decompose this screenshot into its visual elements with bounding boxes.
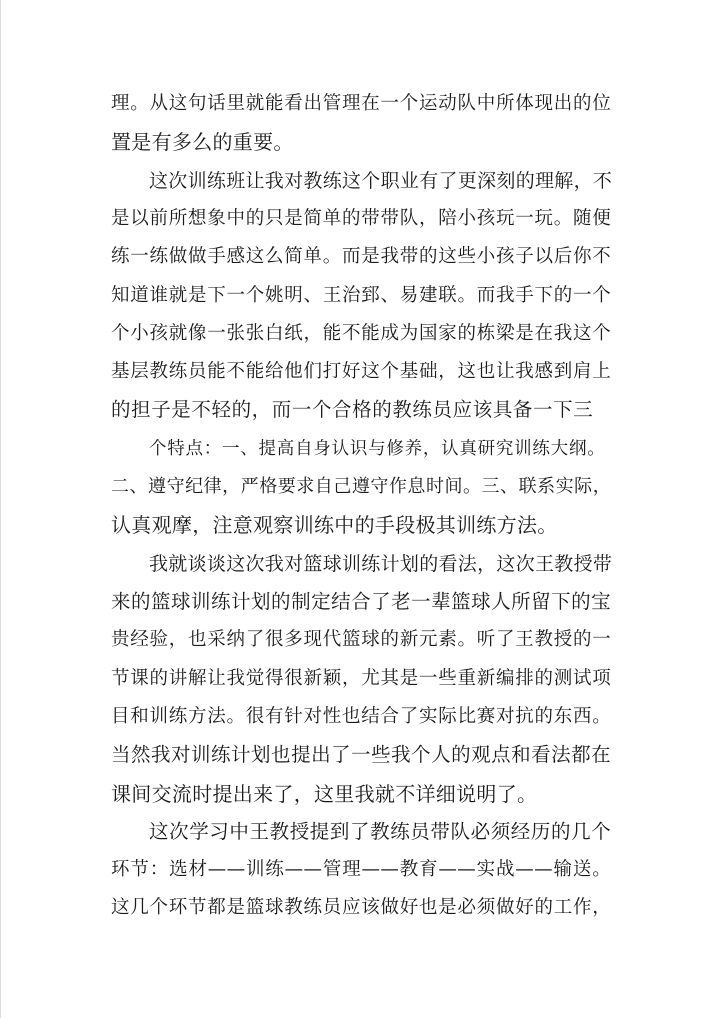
text-line-15: 贵经验，也采纳了很多现代篮球的新元素。听了王教授的一: [111, 629, 611, 650]
text-line-1: 理。从这句话里就能看出管理在一个运动队中所体现出的位: [111, 93, 611, 114]
text-line-3: 这次训练班让我对教练这个职业有了更深刻的理解，不: [149, 170, 613, 192]
text-line-18: 当然我对训练计划也提出了一些我个人的观点和看法都在: [111, 743, 611, 766]
text-line-16: 节课的讲解让我觉得很新颖，尤其是一些重新编排的测试项: [111, 668, 611, 689]
text-line-11: 二、遵守纪律，严格要求自己遵守作息时间。三、联系实际，: [111, 476, 611, 497]
text-line-13: 我就谈谈这次我对篮球训练计划的看法，这次王教授带: [149, 553, 613, 575]
text-line-7: 个小孩就像一张张白纸，能不能成为国家的栋梁是在我这个: [111, 323, 611, 344]
text-line-4: 是以前所想象中的只是简单的带带队，陪小孩玩一玩。随便: [111, 208, 611, 229]
text-line-6: 知道谁就是下一个姚明、王治郅、易建联。而我手下的一个: [111, 285, 611, 306]
text-line-2: 置是有多么的重要。: [111, 130, 294, 154]
text-line-19: 课间交流时提出来了，这里我就不详细说明了。: [111, 782, 538, 806]
text-line-5: 练一练做做手感这么简单。而是我带的这些小孩子以后你不: [111, 246, 611, 267]
text-line-21: 环节：选材——训练——管理——教育——实战——输送。: [111, 859, 611, 880]
text-line-9: 的担子是不轻的，而一个合格的教练员应该具备一下三: [111, 398, 593, 421]
text-line-17: 目和训练方法。很有针对性也结合了实际比赛对抗的东西。: [111, 706, 611, 727]
text-line-20: 这次学习中王教授提到了教练员带队必须经历的几个: [149, 820, 611, 843]
text-line-14: 来的篮球训练计划的制定结合了老一辈篮球人所留下的宝: [111, 590, 611, 613]
text-line-8: 基层教练员能不能给他们打好这个基础，这也让我感到肩上: [111, 361, 611, 382]
text-line-10: 个特点：一、提高自身认识与修养，认真研究训练大纲。: [149, 439, 605, 459]
text-line-12: 认真观摩，注意观察训练中的手段极其训练方法。: [111, 513, 558, 537]
text-line-22: 这几个环节都是篮球教练员应该做好也是必须做好的工作，: [111, 897, 611, 918]
